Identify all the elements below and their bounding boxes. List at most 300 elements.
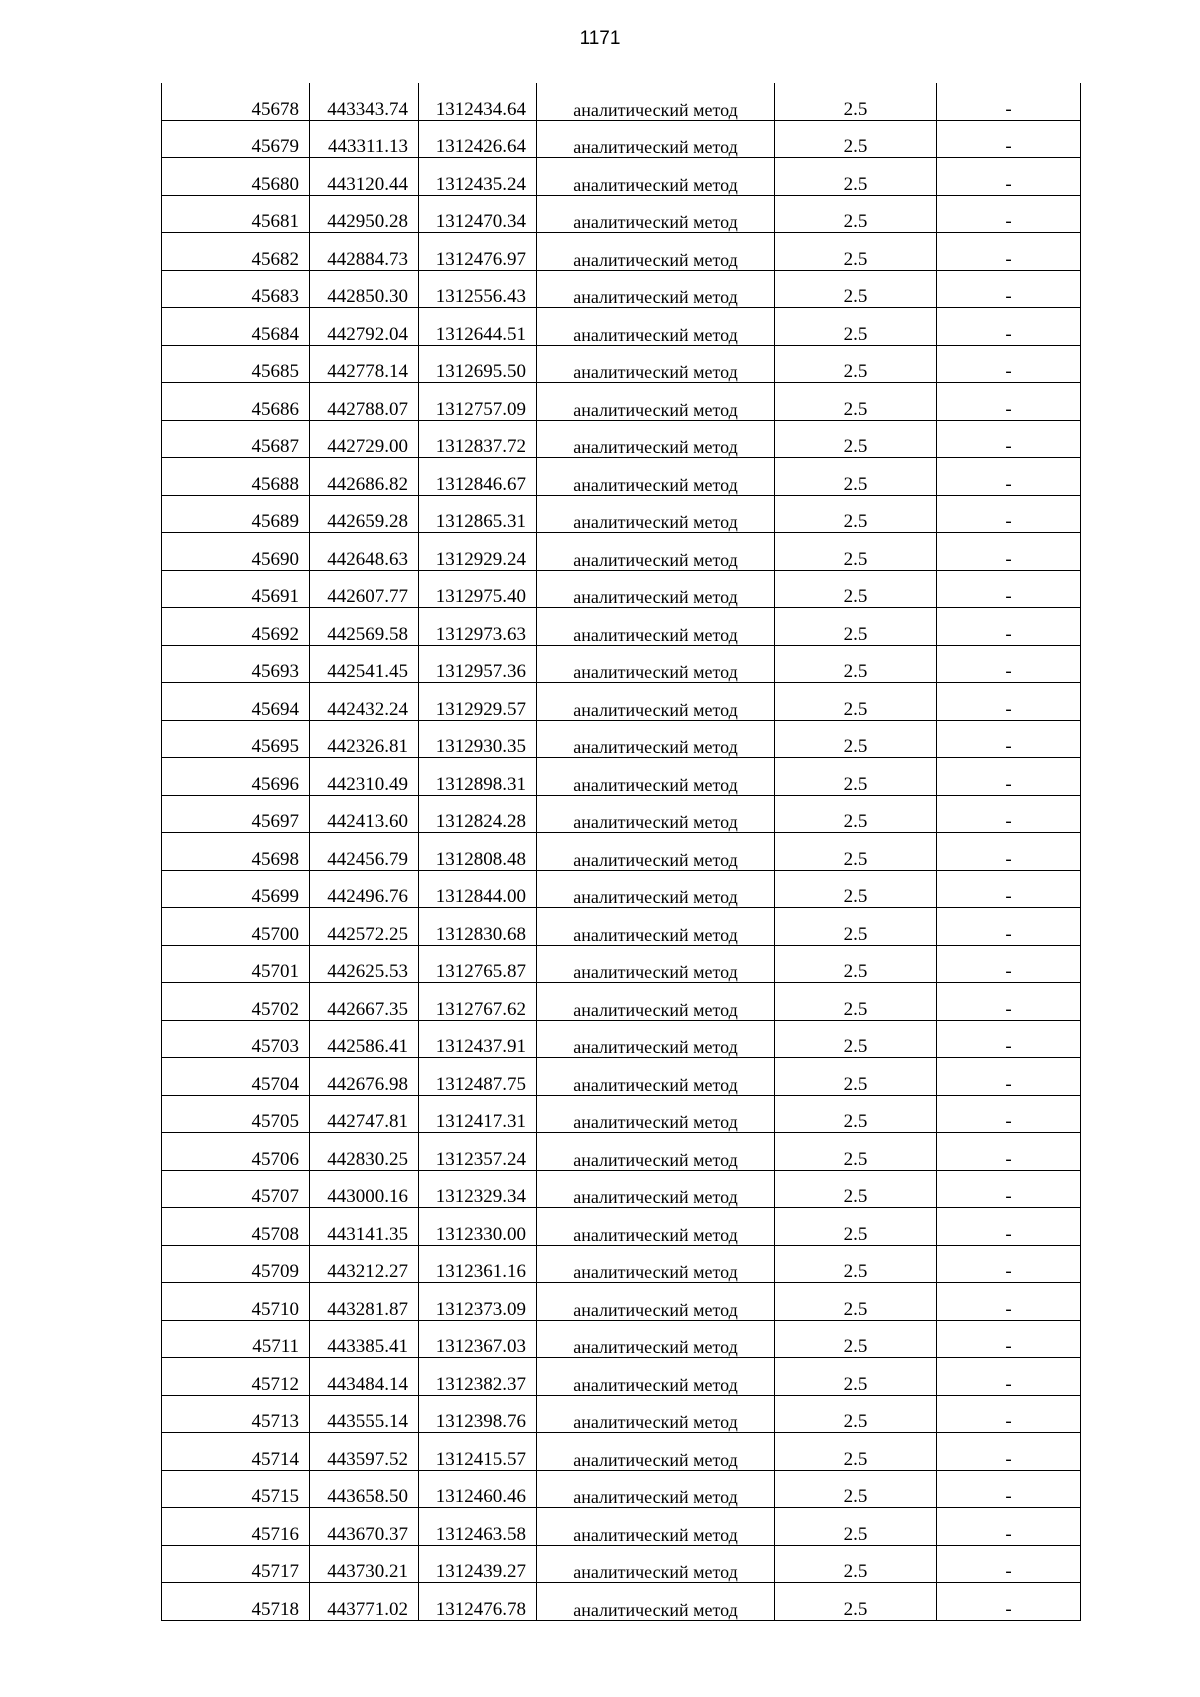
y-coordinate-cell	[419, 120, 537, 158]
table-row	[162, 1283, 1081, 1321]
y-coordinate-cell	[419, 608, 537, 646]
table-row	[162, 758, 1081, 796]
cell-text: 442326.81	[327, 736, 408, 757]
y-coordinate-cell	[419, 758, 537, 796]
cell-text: 2.5	[843, 1373, 868, 1395]
point-number-cell	[162, 120, 310, 158]
cell-text: 45713	[251, 1411, 299, 1432]
cell-text: 1312930.35	[435, 736, 526, 757]
point-number-cell	[162, 683, 310, 721]
x-coordinate-cell	[310, 1283, 419, 1321]
y-coordinate-cell	[419, 1320, 537, 1358]
accuracy-cell	[775, 1470, 937, 1508]
y-coordinate-cell	[419, 1283, 537, 1321]
table-row	[162, 270, 1081, 308]
x-coordinate-cell	[310, 83, 419, 120]
cell-text: 442569.58	[327, 623, 408, 645]
cell-text: 442686.82	[327, 473, 408, 495]
y-coordinate-cell	[419, 1245, 537, 1283]
cell-text: 1312437.91	[435, 1036, 526, 1057]
y-coordinate-cell	[419, 1095, 537, 1133]
cell-text: -	[1005, 173, 1012, 195]
accuracy-cell	[775, 983, 937, 1021]
table-row	[162, 195, 1081, 233]
cell-text: 1312973.63	[435, 623, 526, 645]
cell-text: 45686	[251, 398, 299, 420]
point-number-cell	[162, 1470, 310, 1508]
cell-text: 2.5	[843, 1111, 868, 1132]
point-number-cell	[162, 345, 310, 383]
table-row	[162, 83, 1081, 120]
point-number-cell	[162, 1245, 310, 1283]
cell-text: 2.5	[843, 661, 868, 682]
method-cell	[537, 908, 775, 946]
accuracy-cell	[775, 270, 937, 308]
point-number-cell	[162, 420, 310, 458]
cell-text: аналитический метод	[573, 999, 738, 1020]
table-row	[162, 1245, 1081, 1283]
table-row	[162, 1320, 1081, 1358]
cell-text: 45701	[251, 961, 299, 982]
cell-text: 2.5	[843, 1073, 868, 1095]
point-number-cell	[162, 870, 310, 908]
y-coordinate-cell	[419, 195, 537, 233]
cell-text: аналитический метод	[573, 1374, 738, 1395]
x-coordinate-cell	[310, 908, 419, 946]
method-cell	[537, 1320, 775, 1358]
cell-text: -	[1005, 811, 1012, 832]
note-cell	[937, 833, 1081, 871]
accuracy-cell	[775, 158, 937, 196]
accuracy-cell	[775, 720, 937, 758]
method-cell	[537, 83, 775, 120]
table-row	[162, 1545, 1081, 1583]
cell-text: аналитический метод	[573, 474, 738, 495]
x-coordinate-cell	[310, 833, 419, 871]
point-number-cell	[162, 233, 310, 271]
cell-text: 442432.24	[327, 698, 408, 720]
cell-text: аналитический метод	[573, 812, 738, 832]
cell-text: 443343.74	[327, 98, 408, 120]
cell-text: -	[1005, 286, 1012, 307]
cell-text: -	[1005, 1523, 1012, 1545]
cell-text: 442413.60	[327, 811, 408, 832]
method-cell	[537, 195, 775, 233]
accuracy-cell	[775, 383, 937, 421]
cell-text: 1312767.62	[435, 998, 526, 1020]
point-number-cell	[162, 1583, 310, 1621]
method-cell	[537, 1058, 775, 1096]
cell-text: 45693	[251, 661, 299, 682]
cell-text: аналитический метод	[573, 1449, 738, 1470]
point-number-cell	[162, 1320, 310, 1358]
note-cell	[937, 1320, 1081, 1358]
x-coordinate-cell	[310, 1545, 419, 1583]
x-coordinate-cell	[310, 458, 419, 496]
cell-text: 443311.13	[327, 136, 408, 157]
cell-text: -	[1005, 586, 1012, 607]
cell-text: 442747.81	[327, 1111, 408, 1132]
y-coordinate-cell	[419, 1058, 537, 1096]
cell-text: 1312435.24	[435, 173, 526, 195]
cell-text: 442310.49	[327, 773, 408, 795]
cell-text: 45703	[251, 1036, 299, 1057]
cell-text: -	[1005, 1448, 1012, 1470]
cell-text: 2.5	[843, 1486, 868, 1507]
cell-text: 45689	[251, 511, 299, 532]
table-row	[162, 495, 1081, 533]
cell-text: 442830.25	[327, 1148, 408, 1170]
accuracy-cell	[775, 233, 937, 271]
x-coordinate-cell	[310, 420, 419, 458]
y-coordinate-cell	[419, 1583, 537, 1621]
cell-text: -	[1005, 998, 1012, 1020]
cell-text: 1312398.76	[435, 1411, 526, 1432]
cell-text: -	[1005, 623, 1012, 645]
cell-text: 45691	[251, 586, 299, 607]
x-coordinate-cell	[310, 758, 419, 796]
note-cell	[937, 945, 1081, 983]
note-cell	[937, 195, 1081, 233]
page-number: 1171	[579, 28, 621, 49]
cell-text: аналитический метод	[573, 212, 738, 232]
cell-text: 45707	[251, 1186, 299, 1207]
cell-text: 45704	[251, 1073, 299, 1095]
cell-text: 45706	[251, 1148, 299, 1170]
cell-text: 45710	[251, 1298, 299, 1320]
cell-text: 2.5	[843, 136, 868, 157]
cell-text: -	[1005, 473, 1012, 495]
cell-text: 1312439.27	[435, 1561, 526, 1582]
note-cell	[937, 1058, 1081, 1096]
method-cell	[537, 683, 775, 721]
method-cell	[537, 795, 775, 833]
cell-text: -	[1005, 736, 1012, 757]
cell-text: 2.5	[843, 1298, 868, 1320]
table-row	[162, 1133, 1081, 1171]
method-cell	[537, 645, 775, 683]
accuracy-cell	[775, 833, 937, 871]
cell-text: аналитический метод	[573, 287, 738, 307]
y-coordinate-cell	[419, 1545, 537, 1583]
table-row	[162, 533, 1081, 571]
cell-text: аналитический метод	[573, 437, 738, 457]
cell-text: 45715	[251, 1486, 299, 1507]
method-cell	[537, 1020, 775, 1058]
method-cell	[537, 1133, 775, 1171]
cell-text: 2.5	[843, 961, 868, 982]
x-coordinate-cell	[310, 195, 419, 233]
cell-text: 1312975.40	[435, 586, 526, 607]
method-cell	[537, 120, 775, 158]
point-number-cell	[162, 533, 310, 571]
note-cell	[937, 645, 1081, 683]
cell-text: 2.5	[843, 173, 868, 195]
cell-text: -	[1005, 398, 1012, 420]
note-cell	[937, 1170, 1081, 1208]
cell-text: -	[1005, 1148, 1012, 1170]
x-coordinate-cell	[310, 608, 419, 646]
point-number-cell	[162, 83, 310, 120]
method-cell	[537, 233, 775, 271]
x-coordinate-cell	[310, 1583, 419, 1621]
note-cell	[937, 233, 1081, 271]
method-cell	[537, 720, 775, 758]
note-cell	[937, 1508, 1081, 1546]
cell-text: 442884.73	[327, 248, 408, 270]
cell-text: 2.5	[843, 511, 868, 532]
y-coordinate-cell	[419, 908, 537, 946]
table-row	[162, 345, 1081, 383]
table-row	[162, 1583, 1081, 1621]
cell-text: аналитический метод	[573, 1337, 738, 1357]
point-number-cell	[162, 795, 310, 833]
note-cell	[937, 1020, 1081, 1058]
y-coordinate-cell	[419, 495, 537, 533]
cell-text: 1312417.31	[435, 1111, 526, 1132]
accuracy-cell	[775, 758, 937, 796]
cell-text: 443597.52	[327, 1448, 408, 1470]
cell-text: 1312837.72	[435, 436, 526, 457]
y-coordinate-cell	[419, 1170, 537, 1208]
cell-text: 1312898.31	[435, 773, 526, 795]
cell-text: -	[1005, 1598, 1012, 1620]
method-cell	[537, 1358, 775, 1396]
table-row	[162, 870, 1081, 908]
cell-text: 45683	[251, 286, 299, 307]
table-row	[162, 570, 1081, 608]
cell-text: аналитический метод	[573, 174, 738, 195]
table-row	[162, 1170, 1081, 1208]
accuracy-cell	[775, 345, 937, 383]
table-row	[162, 720, 1081, 758]
cell-text: -	[1005, 1111, 1012, 1132]
point-number-cell	[162, 570, 310, 608]
note-cell	[937, 1095, 1081, 1133]
accuracy-cell	[775, 1208, 937, 1246]
cell-text: 442778.14	[327, 361, 408, 382]
cell-text: аналитический метод	[573, 737, 738, 757]
note-cell	[937, 83, 1081, 120]
accuracy-cell	[775, 458, 937, 496]
note-cell	[937, 1283, 1081, 1321]
cell-text: 442456.79	[327, 848, 408, 870]
y-coordinate-cell	[419, 1433, 537, 1471]
cell-text: аналитический метод	[573, 399, 738, 420]
cell-text: аналитический метод	[573, 1112, 738, 1132]
method-cell	[537, 495, 775, 533]
table-row	[162, 233, 1081, 271]
cell-text: 45709	[251, 1261, 299, 1282]
cell-text: 45698	[251, 848, 299, 870]
x-coordinate-cell	[310, 645, 419, 683]
point-number-cell	[162, 1208, 310, 1246]
x-coordinate-cell	[310, 1508, 419, 1546]
cell-text: 1312929.24	[435, 548, 526, 570]
cell-text: 2.5	[843, 773, 868, 795]
method-cell	[537, 608, 775, 646]
cell-text: 45678	[251, 98, 299, 120]
note-cell	[937, 533, 1081, 571]
cell-text: 2.5	[843, 848, 868, 870]
x-coordinate-cell	[310, 120, 419, 158]
method-cell	[537, 870, 775, 908]
note-cell	[937, 908, 1081, 946]
cell-text: 2.5	[843, 1186, 868, 1207]
cell-text: 2.5	[843, 323, 868, 345]
cell-text: 45690	[251, 548, 299, 570]
cell-text: -	[1005, 548, 1012, 570]
y-coordinate-cell	[419, 1020, 537, 1058]
point-number-cell	[162, 945, 310, 983]
cell-text: аналитический метод	[573, 1149, 738, 1170]
table-row	[162, 420, 1081, 458]
accuracy-cell	[775, 1245, 937, 1283]
cell-text: 2.5	[843, 436, 868, 457]
cell-text: 1312367.03	[435, 1336, 526, 1357]
y-coordinate-cell	[419, 1358, 537, 1396]
cell-text: аналитический метод	[573, 1224, 738, 1245]
cell-text: 1312357.24	[435, 1148, 526, 1170]
table-row	[162, 1358, 1081, 1396]
cell-text: 1312470.34	[435, 211, 526, 232]
x-coordinate-cell	[310, 1358, 419, 1396]
cell-text: аналитический метод	[573, 887, 738, 907]
method-cell	[537, 1395, 775, 1433]
y-coordinate-cell	[419, 383, 537, 421]
accuracy-cell	[775, 870, 937, 908]
cell-text: -	[1005, 1411, 1012, 1432]
cell-text: 45684	[251, 323, 299, 345]
cell-text: 442648.63	[327, 548, 408, 570]
cell-text: 45711	[252, 1336, 299, 1357]
x-coordinate-cell	[310, 1058, 419, 1096]
y-coordinate-cell	[419, 270, 537, 308]
method-cell	[537, 1095, 775, 1133]
x-coordinate-cell	[310, 533, 419, 571]
cell-text: аналитический метод	[573, 924, 738, 945]
cell-text: 443730.21	[327, 1561, 408, 1582]
note-cell	[937, 870, 1081, 908]
cell-text: 443141.35	[327, 1223, 408, 1245]
cell-text: 2.5	[843, 473, 868, 495]
cell-text: 2.5	[843, 886, 868, 907]
cell-text: 1312476.78	[435, 1598, 526, 1620]
cell-text: 1312434.64	[435, 98, 526, 120]
cell-text: 2.5	[843, 1448, 868, 1470]
cell-text: 45708	[251, 1223, 299, 1245]
method-cell	[537, 1470, 775, 1508]
point-number-cell	[162, 158, 310, 196]
cell-text: 45688	[251, 473, 299, 495]
y-coordinate-cell	[419, 570, 537, 608]
cell-text: -	[1005, 1373, 1012, 1395]
cell-text: 443484.14	[327, 1373, 408, 1395]
cell-text: 2.5	[843, 1036, 868, 1057]
cell-text: 442572.25	[327, 923, 408, 945]
cell-text: -	[1005, 1561, 1012, 1582]
note-cell	[937, 458, 1081, 496]
point-number-cell	[162, 1358, 310, 1396]
note-cell	[937, 1433, 1081, 1471]
cell-text: -	[1005, 1336, 1012, 1357]
cell-text: аналитический метод	[573, 1037, 738, 1057]
accuracy-cell	[775, 1095, 937, 1133]
note-cell	[937, 983, 1081, 1021]
x-coordinate-cell	[310, 495, 419, 533]
cell-text: 2.5	[843, 1223, 868, 1245]
cell-text: -	[1005, 961, 1012, 982]
accuracy-cell	[775, 1133, 937, 1171]
accuracy-cell	[775, 570, 937, 608]
x-coordinate-cell	[310, 1433, 419, 1471]
cell-text: аналитический метод	[573, 362, 738, 382]
accuracy-cell	[775, 495, 937, 533]
y-coordinate-cell	[419, 308, 537, 346]
x-coordinate-cell	[310, 345, 419, 383]
accuracy-cell	[775, 1358, 937, 1396]
x-coordinate-cell	[310, 308, 419, 346]
cell-text: -	[1005, 661, 1012, 682]
cell-text: 2.5	[843, 586, 868, 607]
accuracy-cell	[775, 420, 937, 458]
cell-text: 45712	[251, 1373, 299, 1395]
accuracy-cell	[775, 1583, 937, 1621]
cell-text: 1312808.48	[435, 848, 526, 870]
cell-text: 1312463.58	[435, 1523, 526, 1545]
cell-text: 45717	[251, 1561, 299, 1582]
table-row	[162, 120, 1081, 158]
cell-text: аналитический метод	[573, 137, 738, 157]
cell-text: -	[1005, 1486, 1012, 1507]
method-cell	[537, 345, 775, 383]
accuracy-cell	[775, 1395, 937, 1433]
cell-text: аналитический метод	[573, 249, 738, 270]
note-cell	[937, 1245, 1081, 1283]
y-coordinate-cell	[419, 983, 537, 1021]
cell-text: 45695	[251, 736, 299, 757]
x-coordinate-cell	[310, 1320, 419, 1358]
point-number-cell	[162, 908, 310, 946]
y-coordinate-cell	[419, 683, 537, 721]
note-cell	[937, 795, 1081, 833]
cell-text: 2.5	[843, 1336, 868, 1357]
table-row	[162, 458, 1081, 496]
cell-text: 443000.16	[327, 1186, 408, 1207]
cell-text: -	[1005, 698, 1012, 720]
x-coordinate-cell	[310, 795, 419, 833]
cell-text: 2.5	[843, 286, 868, 307]
note-cell	[937, 420, 1081, 458]
cell-text: аналитический метод	[573, 1599, 738, 1620]
table-row	[162, 645, 1081, 683]
cell-text: 1312373.09	[435, 1298, 526, 1320]
x-coordinate-cell	[310, 870, 419, 908]
accuracy-cell	[775, 1508, 937, 1546]
cell-text: 2.5	[843, 998, 868, 1020]
table-row	[162, 1095, 1081, 1133]
note-cell	[937, 608, 1081, 646]
x-coordinate-cell	[310, 1133, 419, 1171]
cell-text: 443658.50	[327, 1486, 408, 1507]
cell-text: 442586.41	[327, 1036, 408, 1057]
cell-text: аналитический метод	[573, 99, 738, 120]
y-coordinate-cell	[419, 83, 537, 120]
method-cell	[537, 758, 775, 796]
accuracy-cell	[775, 1320, 937, 1358]
cell-text: 2.5	[843, 1598, 868, 1620]
cell-text: аналитический метод	[573, 624, 738, 645]
